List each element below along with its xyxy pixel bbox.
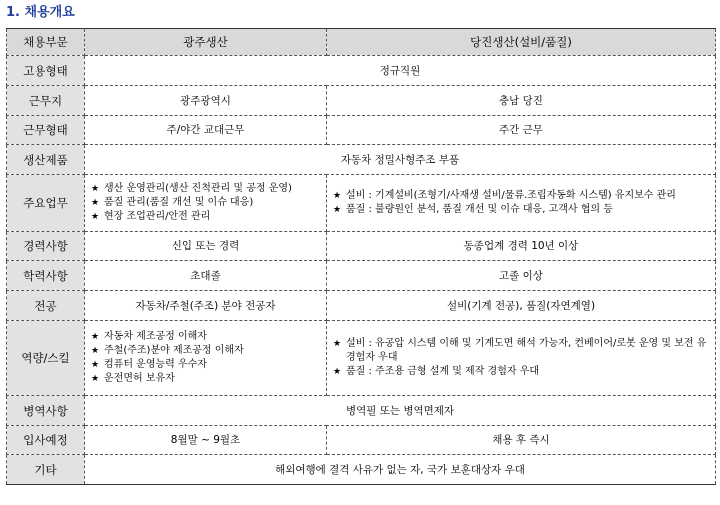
location-dangjin: 충남 당진 xyxy=(327,86,716,116)
row-work-type xyxy=(7,116,716,145)
list-item: ★ 설비 : 유공압 시스템 이해 및 기계도면 해석 가능자, 컨베이어/로봇 운영 및 보전 유경험자 우대 xyxy=(333,337,709,365)
row-other xyxy=(7,455,716,485)
row-skills xyxy=(7,321,716,396)
row-label: 경력사항 xyxy=(7,232,85,261)
duties-gwangju-list xyxy=(91,182,320,224)
row-duties xyxy=(7,175,716,232)
row-label: 주요업무 xyxy=(7,175,85,232)
row-employment xyxy=(7,56,716,86)
duties-dangjin-list xyxy=(333,189,709,217)
list-item: ★ 품질 : 주조용 금형 설계 및 제작 경험자 우대 xyxy=(333,365,709,379)
skills-gwangju xyxy=(85,321,327,396)
education-gwangju: 초대졸 xyxy=(85,261,327,291)
row-label: 근무지 xyxy=(7,86,85,116)
row-major xyxy=(7,291,716,321)
row-label: 기타 xyxy=(7,455,85,485)
list-item: ★ 자동차 제조공정 이해자 xyxy=(91,330,320,344)
row-label: 근무형태 xyxy=(7,116,85,145)
list-item: ★ 운전면허 보유자 xyxy=(91,372,320,386)
list-item: ★ 품질 : 불량원인 분석, 품질 개선 및 이슈 대응, 고객사 협의 등 xyxy=(333,203,709,217)
experience-dangjin: 동종업계 경력 10년 이상 xyxy=(327,232,716,261)
military-value: 병역필 또는 병역면제자 xyxy=(85,396,716,426)
recruitment-table xyxy=(6,28,716,485)
duties-gwangju xyxy=(85,175,327,232)
list-item: ★ 주철(주조)분야 제조공정 이해자 xyxy=(91,344,320,358)
row-military xyxy=(7,396,716,426)
list-item: ★ 품질 관리(품질 개선 및 이슈 대응) xyxy=(91,196,320,210)
skills-dangjin xyxy=(327,321,716,396)
header-label: 채용부문 xyxy=(7,29,85,56)
list-item: ★ 컴퓨터 운영능력 우수자 xyxy=(91,358,320,372)
duties-dangjin xyxy=(327,175,716,232)
other-value: 해외여행에 결격 사유가 없는 자, 국가 보훈대상자 우대 xyxy=(85,455,716,485)
employment-value: 정규직원 xyxy=(85,56,716,86)
row-label: 전공 xyxy=(7,291,85,321)
row-education xyxy=(7,261,716,291)
skills-dangjin-list xyxy=(333,337,709,379)
experience-gwangju: 신입 또는 경력 xyxy=(85,232,327,261)
major-gwangju: 자동차/주철(주조) 분야 전공자 xyxy=(85,291,327,321)
row-label: 학력사항 xyxy=(7,261,85,291)
section-heading: 1. 채용개요 xyxy=(6,5,75,20)
row-label: 역량/스킬 xyxy=(7,321,85,396)
work-type-gwangju: 주/야간 교대근무 xyxy=(85,116,327,145)
start-dangjin: 채용 후 즉시 xyxy=(327,426,716,455)
list-item: ★ 생산 운영관리(생산 진척관리 및 공정 운영) xyxy=(91,182,320,196)
skills-gwangju-list xyxy=(91,330,320,386)
row-label: 생산제품 xyxy=(7,145,85,175)
row-location xyxy=(7,86,716,116)
list-item: ★ 현장 조업관리/안전 관리 xyxy=(91,210,320,224)
start-gwangju: 8월말 ~ 9월초 xyxy=(85,426,327,455)
table-header-row xyxy=(7,29,716,56)
education-dangjin: 고졸 이상 xyxy=(327,261,716,291)
major-dangjin: 설비(기계 전공), 품질(자연계열) xyxy=(327,291,716,321)
row-product xyxy=(7,145,716,175)
row-label: 고용형태 xyxy=(7,56,85,86)
header-gwangju: 광주생산 xyxy=(85,29,327,56)
row-experience xyxy=(7,232,716,261)
header-dangjin: 당진생산(설비/품질) xyxy=(327,29,716,56)
product-value: 자동차 정밀사형주조 부품 xyxy=(85,145,716,175)
list-item: ★ 설비 : 기계설비(조형기/사재생 설비/물류.조립자동화 시스템) 유지보수 관리 xyxy=(333,189,709,203)
row-start xyxy=(7,426,716,455)
row-label: 입사예정 xyxy=(7,426,85,455)
location-gwangju: 광주광역시 xyxy=(85,86,327,116)
row-label: 병역사항 xyxy=(7,396,85,426)
work-type-dangjin: 주간 근무 xyxy=(327,116,716,145)
